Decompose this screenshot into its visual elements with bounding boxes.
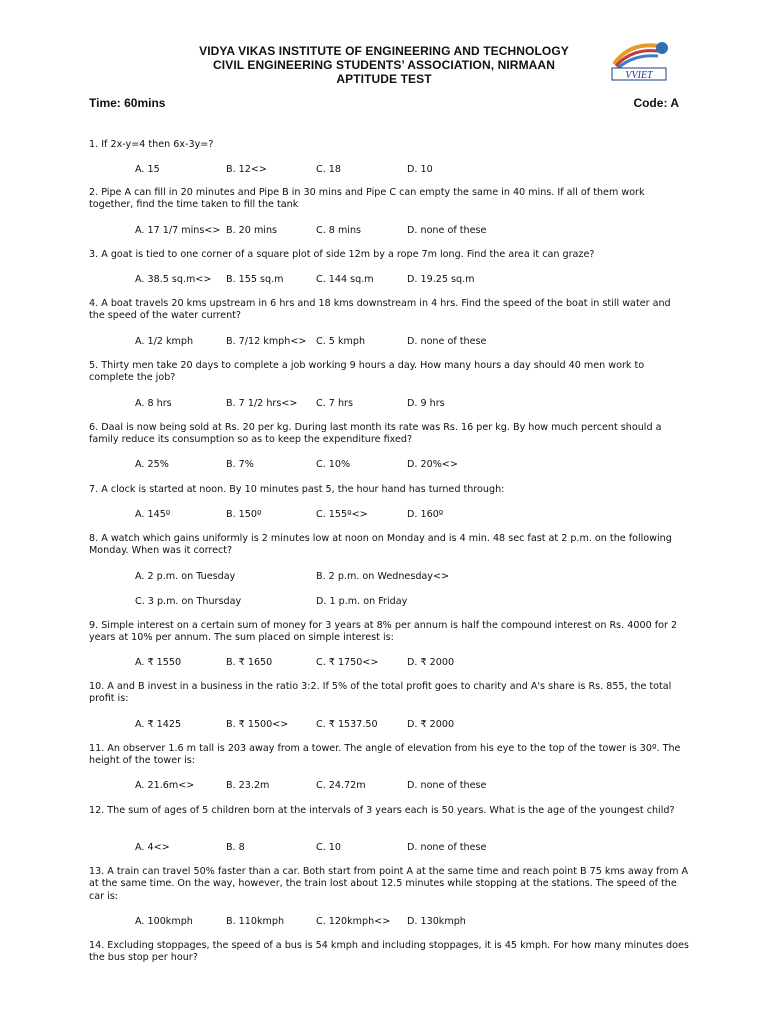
option-a: A. 100kmph: [135, 916, 193, 927]
vviet-logo: [608, 38, 670, 82]
question-text: 13. A train can travel 50% faster than a car. Both start from point A at the same time and reach point B 75 kms away from A at the same time. On the way, however, the train lost about 12.5 minutes while stopping at the stations. The speed of the car is:: [89, 866, 689, 902]
option-b: B. 7 1/2 hrs<>: [226, 398, 298, 409]
paper-code: Code: A: [633, 96, 679, 110]
option-a: A. 145º: [135, 509, 171, 520]
option-d: D. ₹ 2000: [407, 657, 455, 668]
question-text: 4. A boat travels 20 kms upstream in 6 hrs and 18 kms downstream in 4 hrs. Find the speed of the boat in still water and the speed of the water current?: [89, 298, 671, 322]
question-9: [89, 620, 689, 645]
question-text: 11. An observer 1.6 m tall is 203 away from a tower. The angle of elevation from his eye to the top of the tower is 30º. The height of the tower is:: [89, 743, 681, 767]
option-d: D. none of these: [407, 225, 487, 236]
option-a: A. 17 1/7 mins<>: [135, 225, 221, 236]
question-text: 2. Pipe A can fill in 20 minutes and Pipe B in 30 mins and Pipe C can empty the same in 40 mins. If all of them work together, find the time taken to fill the tank: [89, 187, 645, 211]
institute-name: VIDYA VIKAS INSTITUTE OF ENGINEERING AND TECHNOLOGY: [199, 44, 569, 58]
option-a: A. 4<>: [135, 842, 170, 853]
option-a: A. 25%: [135, 459, 169, 470]
question-text: 8. A watch which gains uniformly is 2 minutes low at noon on Monday and is 4 min. 48 sec fast at 2 p.m. on the following Monday. When was it correct?: [89, 533, 672, 557]
svg-text:VVIET: VVIET: [625, 70, 653, 81]
option-b: B. 155 sq.m: [226, 274, 284, 285]
question-text: 7. A clock is started at noon. By 10 minutes past 5, the hour hand has turned through:: [89, 484, 505, 495]
option-c: C. 144 sq.m: [316, 274, 374, 285]
question-text: 3. A goat is tied to one corner of a square plot of side 12m by a rope 7m long. Find the area it can graze?: [89, 249, 595, 260]
question-13: [89, 866, 689, 903]
time-limit: Time: 60mins: [89, 96, 166, 110]
question-4: [89, 298, 689, 323]
option-c: C. 8 mins: [316, 225, 362, 236]
option-c: C. ₹ 1750<>: [316, 657, 379, 668]
question-3: [89, 249, 689, 261]
option-b: B. 7/12 kmph<>: [226, 336, 307, 347]
option-d: D. none of these: [407, 336, 487, 347]
option-d: D. 9 hrs: [407, 398, 445, 409]
association-name: CIVIL ENGINEERING STUDENTS’ ASSOCIATION, NIRMAAN: [213, 58, 555, 72]
question-12: [89, 805, 689, 817]
option-c: C. 3 p.m. on Thursday: [135, 596, 242, 607]
option-c: C. 18: [316, 164, 342, 175]
question-text: 9. Simple interest on a certain sum of money for 3 years at 8% per annum is half the compound interest on Rs. 4000 for 2 years at 10% per annum. The sum placed on simple interest is:: [89, 620, 678, 644]
option-c: C. 155º<>: [316, 509, 368, 520]
option-a: A. ₹ 1425: [135, 719, 182, 730]
option-b: B. 8: [226, 842, 245, 853]
option-d: D. 19.25 sq.m: [407, 274, 475, 285]
option-b: B. 150º: [226, 509, 262, 520]
option-b: B. 2 p.m. on Wednesday<>: [316, 571, 450, 582]
option-a: A. 8 hrs: [135, 398, 172, 409]
option-c: C. 24.72m: [316, 780, 366, 791]
question-text: 6. Daal is now being sold at Rs. 20 per kg. During last month its rate was Rs. 16 per kg. By how much percent should a family reduce its consumption so as to keep the expenditure fixed?: [89, 422, 662, 446]
option-c: C. ₹ 1537.50: [316, 719, 378, 730]
option-b: B. 20 mins: [226, 225, 278, 236]
time-code-row: [89, 96, 679, 110]
question-text: 12. The sum of ages of 5 children born at the intervals of 3 years each is 50 years. What is the age of the youngest child?: [89, 805, 675, 816]
option-c: C. 10: [316, 842, 342, 853]
question-text: 14. Excluding stoppages, the speed of a bus is 54 kmph and including stoppages, it is 45 kmph. For how many minutes does the bus stop per hour?: [89, 940, 689, 964]
option-a: A. 21.6m<>: [135, 780, 195, 791]
question-1: [89, 139, 689, 151]
option-a: A. ₹ 1550: [135, 657, 182, 668]
question-5: [89, 360, 689, 385]
option-d: D. 20%<>: [407, 459, 458, 470]
option-c: C. 5 kmph: [316, 336, 366, 347]
option-c: C. 7 hrs: [316, 398, 353, 409]
option-c: C. 120kmph<>: [316, 916, 391, 927]
question-6: [89, 422, 689, 447]
question-10: [89, 681, 689, 706]
option-b: B. ₹ 1500<>: [226, 719, 289, 730]
option-a: A. 2 p.m. on Tuesday: [135, 571, 236, 582]
option-b: B. 7%: [226, 459, 254, 470]
question-text: 1. If 2x-y=4 then 6x-3y=?: [89, 139, 214, 150]
option-a: A. 38.5 sq.m<>: [135, 274, 212, 285]
option-d: D. none of these: [407, 780, 487, 791]
question-7: [89, 484, 689, 496]
test-title: APTITUDE TEST: [336, 72, 432, 86]
question-8: [89, 533, 689, 558]
option-b: B. 110kmph: [226, 916, 285, 927]
question-text: 5. Thirty men take 20 days to complete a job working 9 hours a day. How many hours a day should 40 men work to complete the job?: [89, 360, 645, 384]
option-d: D. none of these: [407, 842, 487, 853]
question-11: [89, 743, 689, 768]
option-d: D. 130kmph: [407, 916, 466, 927]
question-text: 10. A and B invest in a business in the ratio 3:2. If 5% of the total profit goes to charity and A's share is Rs. 855, the total profit is:: [89, 681, 672, 705]
option-d: D. 10: [407, 164, 433, 175]
option-b: B. 12<>: [226, 164, 267, 175]
option-d: D. ₹ 2000: [407, 719, 455, 730]
option-a: A. 15: [135, 164, 160, 175]
option-b: B. 23.2m: [226, 780, 270, 791]
option-d: D. 1 p.m. on Friday: [316, 596, 408, 607]
option-c: C. 10%: [316, 459, 351, 470]
option-d: D. 160º: [407, 509, 444, 520]
option-b: B. ₹ 1650: [226, 657, 273, 668]
option-a: A. 1/2 kmph: [135, 336, 194, 347]
question-14: [89, 940, 689, 965]
question-2: [89, 187, 689, 212]
